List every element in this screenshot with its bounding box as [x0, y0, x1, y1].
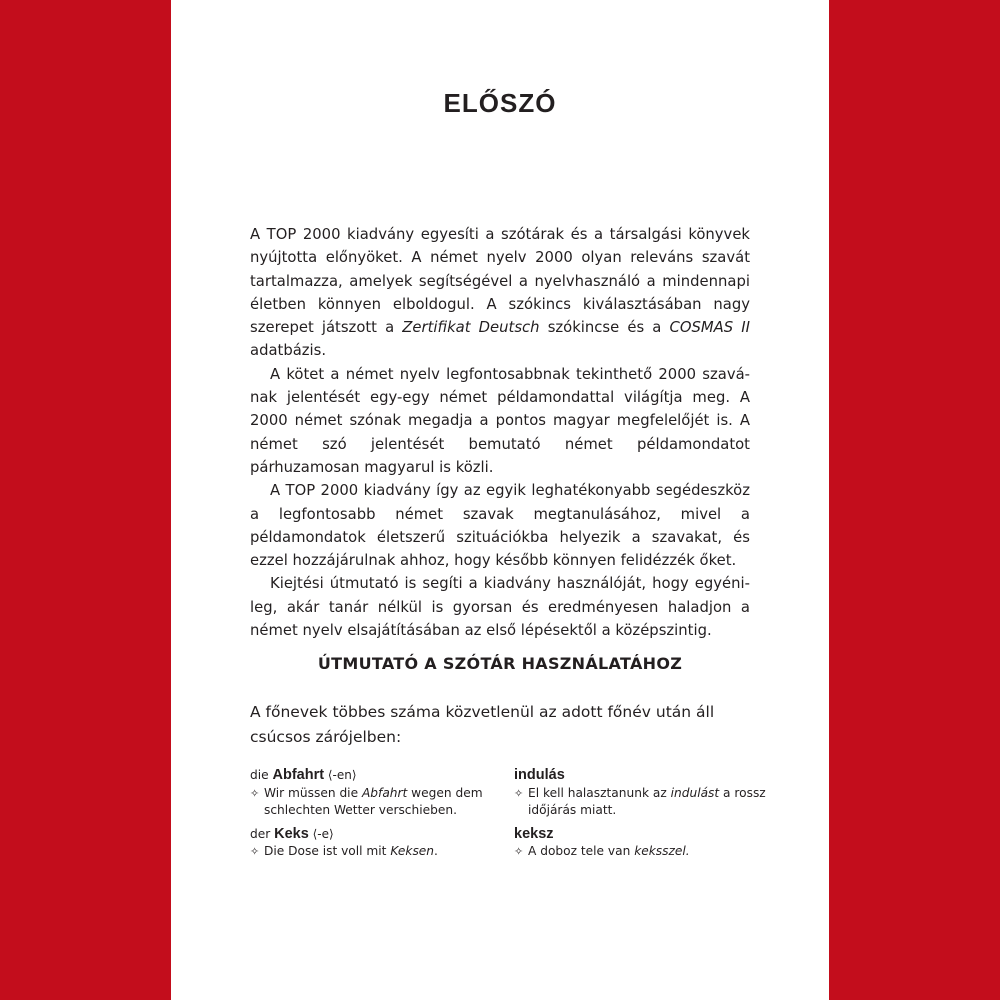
entry-head	[514, 826, 770, 844]
hungarian-column	[514, 767, 770, 867]
dictionary-entry	[250, 826, 512, 861]
entry-head	[250, 767, 512, 785]
example-sentence	[514, 785, 770, 820]
paragraph-text: A TOP 2000 kiadvány egyesíti a szótárak és a társalgási könyvek nyújtotta előnyöket. A német nyelv 2000 olyan releváns szavát tartalmazza, amelyek segítségével a nyelvhasználó a mindennapi életben könnyen elboldogul. A szókincs kiválasztásában nagy szerepet játszott a	[250, 226, 750, 337]
page-title: ELŐSZÓ	[443, 88, 557, 118]
german-column	[250, 767, 512, 867]
article: die	[250, 768, 273, 782]
dictionary-entry	[514, 826, 770, 861]
sentence-keyword: Keksen	[390, 844, 435, 858]
sentence-part: a rossz időjárás miatt.	[528, 785, 766, 817]
paragraph: Kiejtési útmutató is segíti a kiadvány használóját, hogy egyénileg, akár tanár nélkül is gyorsan és eredményesen haladjon a német nyelv elsajátításában az első lépésektől a középszintig.	[250, 575, 750, 640]
paragraph: A kötet a német nyelv legfontosabbnak tekinthető 2000 szavának jelentését egy-egy német példamondattal világítja meg. A 2000 német szónak megadja a pontos magyar megfelelőjét is. A német szó jelentését bemutató német példamondatot párhuzamosan magyarul is közli.	[250, 365, 750, 476]
page	[171, 0, 829, 1000]
sentence-part: wegen dem schlechten Wetter verschieben.	[264, 785, 483, 817]
italic-term: COSMAS II	[669, 319, 750, 337]
sentence-keyword: keksszel.	[634, 844, 690, 858]
headword: keksz	[514, 825, 554, 842]
paragraph	[250, 223, 750, 363]
paragraph: A TOP 2000 kiadvány így az egyik leghatékonyabb segédeszköz a legfontosabb német szavak megtanulásához, mivel a példamondatok életszerű szituációkba helyezik a szavakat, és ezzel hozzájárulnak ahhoz, hogy később könnyen felidézzék őket.	[250, 482, 750, 570]
foreword-text	[250, 223, 750, 642]
sentence-part: Wir müssen die	[264, 785, 362, 800]
guide-intro: A főnevek többes száma közvetlenül az adott főnév után áll csúcsos zárójelben:	[250, 703, 715, 746]
headword: indulás	[514, 767, 565, 783]
headword: Abfahrt	[272, 767, 325, 783]
entry-head	[514, 767, 770, 785]
headword: Keks	[274, 825, 309, 842]
dictionary-entry	[514, 767, 770, 820]
sentence-part: Die Dose ist voll mit	[264, 844, 391, 858]
example-sentence	[514, 843, 770, 861]
plural-form: ⟨-e⟩	[308, 826, 334, 841]
entry-head	[250, 826, 512, 844]
paragraph-text: adatbázis.	[250, 342, 327, 360]
sentence-keyword: Abfahrt	[361, 785, 408, 800]
sentence-keyword: indulást	[670, 785, 720, 800]
example-marker-icon: ✧	[250, 845, 260, 858]
example-sentence	[250, 843, 512, 861]
sentence-part: .	[434, 844, 438, 858]
italic-term: Zertifikat Deutsch	[402, 319, 540, 337]
sentence-text	[528, 843, 690, 861]
sentence-text	[528, 785, 770, 820]
example-sentence	[250, 785, 512, 820]
paragraph-text: szókincse és a	[539, 319, 670, 337]
sentence-text	[264, 843, 438, 861]
example-marker-icon: ✧	[514, 786, 524, 800]
plural-form: ⟨-en⟩	[324, 768, 357, 782]
section-subtitle: ÚTMUTATÓ A SZÓTÁR HASZNÁLATÁHOZ	[317, 654, 683, 673]
article: der	[250, 826, 275, 841]
dictionary-entry	[250, 767, 512, 820]
example-marker-icon: ✧	[514, 845, 524, 858]
sentence-part: A doboz tele van	[528, 844, 635, 858]
sentence-text	[264, 785, 512, 820]
sentence-part: El kell halasztanunk az	[528, 785, 671, 800]
example-marker-icon: ✧	[250, 786, 260, 800]
